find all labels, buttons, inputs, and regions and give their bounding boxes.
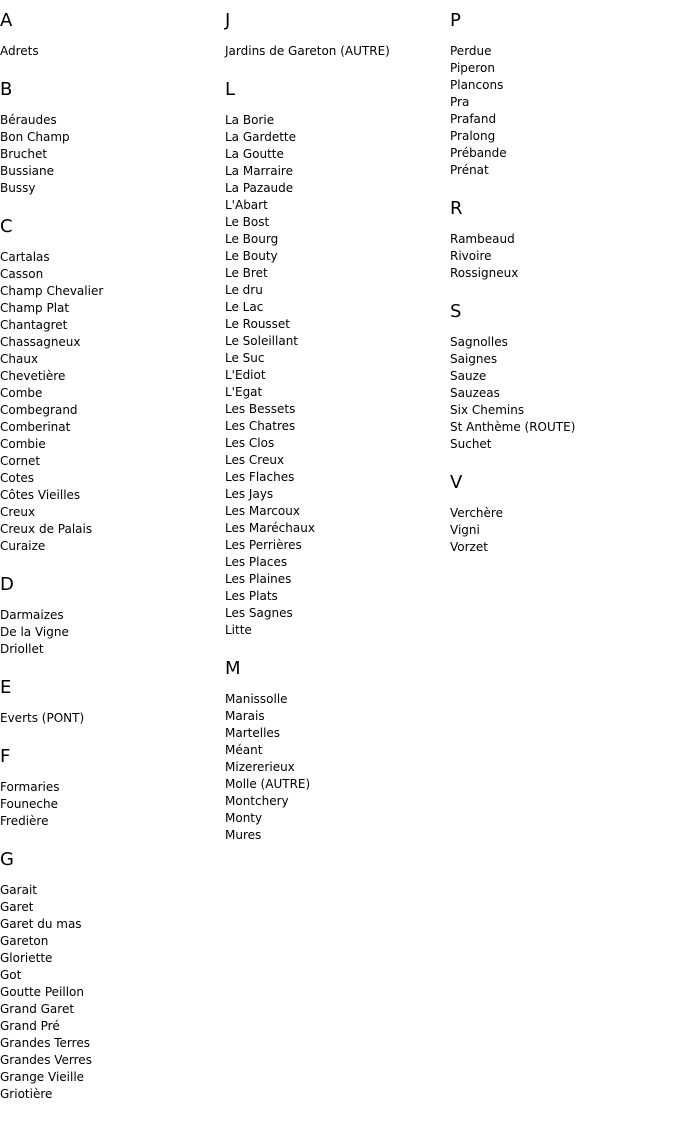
letter-heading: A <box>0 10 13 31</box>
place-name: L'Abart <box>225 198 268 212</box>
place-name: Le Bourg <box>225 232 279 246</box>
letter-group <box>0 676 225 727</box>
entry-list <box>0 710 225 727</box>
place-name: Sauze <box>450 369 487 383</box>
place-name: Les Bessets <box>225 402 296 416</box>
place-name: Le Soleillant <box>225 334 299 348</box>
place-name: Martelles <box>225 726 281 740</box>
place-name: La Goutte <box>225 147 284 161</box>
place-name: Prénat <box>450 163 489 177</box>
place-name: Casson <box>0 267 44 281</box>
place-name: De la Vigne <box>0 625 69 639</box>
entry-list <box>0 249 225 555</box>
place-name: Chassagneux <box>0 335 81 349</box>
entry-list <box>225 691 450 844</box>
place-name: Suchet <box>450 437 492 451</box>
place-name: Garet <box>0 900 34 914</box>
letter-heading: L <box>225 79 236 100</box>
place-name: Combie <box>0 437 46 451</box>
place-name: Piperon <box>450 61 495 75</box>
letter-group <box>225 9 450 60</box>
place-name: Gloriette <box>0 951 53 965</box>
place-name: Le Bret <box>225 266 268 280</box>
place-name: Rossigneux <box>450 266 519 280</box>
entry-list <box>225 112 450 639</box>
place-name: Grandes Verres <box>0 1053 92 1067</box>
place-name: Vigni <box>450 523 480 537</box>
letter-group <box>0 573 225 658</box>
place-name: Saignes <box>450 352 498 366</box>
place-name: Prafand <box>450 112 497 126</box>
place-name: Six Chemins <box>450 403 525 417</box>
place-name: Le Lac <box>225 300 264 314</box>
place-name: Sauzeas <box>450 386 500 400</box>
letter-group <box>0 9 225 60</box>
place-name: Griotière <box>0 1087 53 1101</box>
place-name: Verchère <box>450 506 503 520</box>
place-name: Pra <box>450 95 470 109</box>
letter-group <box>225 657 450 844</box>
place-name: Perdue <box>450 44 492 58</box>
letter-heading: D <box>0 574 14 595</box>
letter-heading: B <box>0 79 13 100</box>
letter-group <box>0 215 225 555</box>
place-name: Jardins de Gareton (AUTRE) <box>225 44 390 58</box>
letter-group <box>0 848 225 1103</box>
letter-heading: M <box>225 658 241 679</box>
place-name: Bussy <box>0 181 36 195</box>
place-name: Prébande <box>450 146 507 160</box>
letter-heading: F <box>0 746 11 767</box>
place-name: Les Plats <box>225 589 278 603</box>
place-name: Les Plaines <box>225 572 292 586</box>
place-name: Les Marcoux <box>225 504 300 518</box>
letter-group <box>450 197 675 282</box>
place-name: Pralong <box>450 129 496 143</box>
place-name: Combegrand <box>0 403 78 417</box>
letter-group <box>0 78 225 197</box>
entry-list <box>0 779 225 830</box>
place-name: Rambeaud <box>450 232 515 246</box>
place-name: Grand Pré <box>0 1019 60 1033</box>
letter-group <box>450 471 675 556</box>
place-name: L'Ediot <box>225 368 266 382</box>
letter-heading: C <box>0 216 13 237</box>
place-name: Le Rousset <box>225 317 291 331</box>
place-name: L'Egat <box>225 385 263 399</box>
place-name: Méant <box>225 743 263 757</box>
letter-group <box>450 9 675 179</box>
place-name: Grange Vieille <box>0 1070 85 1084</box>
place-name: Combe <box>0 386 43 400</box>
letter-heading: R <box>450 198 463 219</box>
place-name: Mures <box>225 828 262 842</box>
letter-group <box>450 300 675 453</box>
place-name: Le Bost <box>225 215 270 229</box>
place-name: Driollet <box>0 642 44 656</box>
place-name: Vorzet <box>450 540 488 554</box>
index-column <box>450 9 675 574</box>
entry-list <box>450 43 675 179</box>
place-name: Cornet <box>0 454 41 468</box>
place-name: Les Clos <box>225 436 275 450</box>
place-name: La Marraire <box>225 164 293 178</box>
place-name: Le dru <box>225 283 263 297</box>
place-name: Les Chatres <box>225 419 296 433</box>
entry-list <box>0 607 225 658</box>
place-name: Grandes Terres <box>0 1036 90 1050</box>
letter-heading: E <box>0 677 12 698</box>
place-name: Béraudes <box>0 113 57 127</box>
letter-heading: V <box>450 472 463 493</box>
place-name: Darmaizes <box>0 608 64 622</box>
place-name: Molle (AUTRE) <box>225 777 311 791</box>
entry-list <box>450 231 675 282</box>
place-name: Gareton <box>0 934 49 948</box>
entry-list <box>0 43 225 60</box>
place-name: Chevetière <box>0 369 66 383</box>
place-name: Curaize <box>0 539 46 553</box>
place-name: Champ Chevalier <box>0 284 104 298</box>
place-name: Les Perrières <box>225 538 302 552</box>
place-name: Les Sagnes <box>225 606 293 620</box>
place-name: Bussiane <box>0 164 55 178</box>
letter-heading: P <box>450 10 461 31</box>
place-name: Les Flaches <box>225 470 295 484</box>
place-name: Les Jays <box>225 487 274 501</box>
place-name: Fredière <box>0 814 49 828</box>
place-name: Marais <box>225 709 265 723</box>
entry-list <box>0 882 225 1103</box>
letter-heading: S <box>450 301 462 322</box>
letter-group <box>225 78 450 639</box>
place-name: Everts (PONT) <box>0 711 85 725</box>
entry-list <box>0 112 225 197</box>
letter-heading: G <box>0 849 14 870</box>
place-name: La Borie <box>225 113 275 127</box>
place-name: Chantagret <box>0 318 68 332</box>
place-name: Les Maréchaux <box>225 521 315 535</box>
place-name: Monty <box>225 811 263 825</box>
place-name: Garait <box>0 883 37 897</box>
place-name: Manissolle <box>225 692 288 706</box>
place-name: Litte <box>225 623 252 637</box>
place-name: Rivoire <box>450 249 492 263</box>
place-name: Founeche <box>0 797 58 811</box>
place-name: Sagnolles <box>450 335 508 349</box>
place-name: La Gardette <box>225 130 297 144</box>
place-name: Cotes <box>0 471 35 485</box>
index-column <box>225 9 450 862</box>
place-name: Formaries <box>0 780 60 794</box>
place-name: La Pazaude <box>225 181 294 195</box>
place-name: Chaux <box>0 352 39 366</box>
place-name: Le Suc <box>225 351 265 365</box>
entry-list <box>225 43 450 60</box>
entry-list <box>450 334 675 453</box>
place-name: Comberinat <box>0 420 71 434</box>
place-name: Montchery <box>225 794 289 808</box>
entry-list <box>450 505 675 556</box>
place-name: Mizererieux <box>225 760 295 774</box>
place-name: Champ Plat <box>0 301 70 315</box>
place-name: Adrets <box>0 44 39 58</box>
place-name: Creux de Palais <box>0 522 93 536</box>
place-name: Bruchet <box>0 147 48 161</box>
place-name: Creux <box>0 505 36 519</box>
place-name: Cartalas <box>0 250 50 264</box>
place-name: Les Creux <box>225 453 285 467</box>
place-name: Grand Garet <box>0 1002 75 1016</box>
place-name: Côtes Vieilles <box>0 488 81 502</box>
place-name: Goutte Peillon <box>0 985 84 999</box>
place-name: Plancons <box>450 78 504 92</box>
index-column <box>0 9 225 1121</box>
place-name: Garet du mas <box>0 917 82 931</box>
place-name: St Anthème (ROUTE) <box>450 420 576 434</box>
place-name: Bon Champ <box>0 130 70 144</box>
place-name: Les Places <box>225 555 288 569</box>
place-name: Got <box>0 968 22 982</box>
letter-heading: J <box>225 10 231 31</box>
place-name: Le Bouty <box>225 249 278 263</box>
letter-group <box>0 745 225 830</box>
